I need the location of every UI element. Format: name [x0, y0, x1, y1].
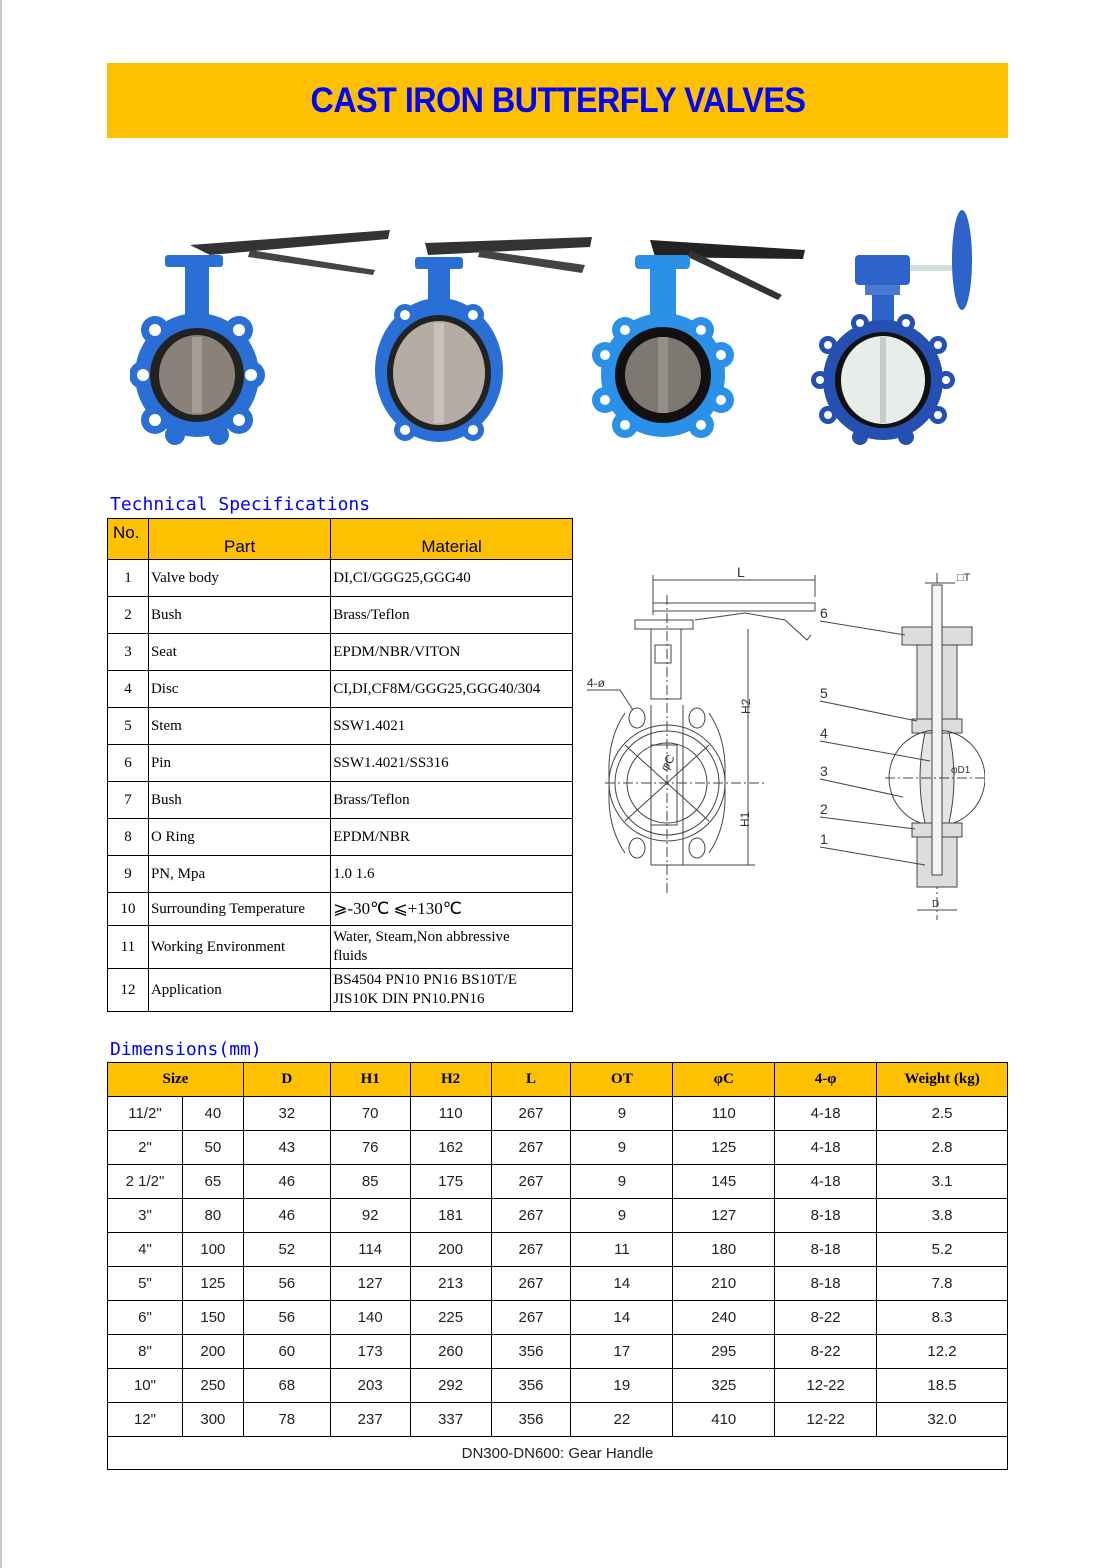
tech-specs-title: Technical Specifications [110, 494, 371, 515]
dimensions-row [108, 1199, 1008, 1233]
tech-specs-table [107, 518, 573, 1012]
dimensions-row [108, 1301, 1008, 1335]
spec-part: Application [148, 969, 330, 1012]
cell-h2: 292 [410, 1369, 491, 1403]
cell-size-dn: 65 [182, 1165, 243, 1199]
cell-weight: 12.2 [877, 1335, 1008, 1369]
cell-h1: 114 [330, 1233, 410, 1267]
cell-size-inch: 2 1/2" [108, 1165, 183, 1199]
cell-ot: 9 [571, 1097, 673, 1131]
cell-phic: 410 [673, 1403, 775, 1437]
cell-size-inch: 12" [108, 1403, 183, 1437]
cell-d: 52 [243, 1233, 330, 1267]
cell-l: 267 [491, 1165, 571, 1199]
spec-row [108, 597, 573, 634]
spec-row [108, 926, 573, 969]
dimensions-title: Dimensions(mm) [110, 1039, 262, 1060]
spec-material: Brass/Teflon [331, 782, 573, 819]
valve-photo-1 [130, 225, 390, 445]
header-ot: OT [571, 1063, 673, 1097]
page-edge [0, 0, 2, 1568]
header-h2: H2 [410, 1063, 491, 1097]
cell-holes: 12-22 [775, 1403, 877, 1437]
spec-no: 10 [108, 893, 149, 926]
cell-holes: 8-18 [775, 1233, 877, 1267]
cell-d: 56 [243, 1301, 330, 1335]
cell-phic: 110 [673, 1097, 775, 1131]
cell-h2: 175 [410, 1165, 491, 1199]
spec-row [108, 745, 573, 782]
spec-material [331, 969, 573, 1012]
cell-size-inch: 8" [108, 1335, 183, 1369]
spec-row [108, 634, 573, 671]
callout-1: 1 [820, 831, 828, 847]
header-size: Size [108, 1063, 244, 1097]
cell-phic: 127 [673, 1199, 775, 1233]
spec-no: 9 [108, 856, 149, 893]
cell-size-inch: 5" [108, 1267, 183, 1301]
cell-holes: 4-18 [775, 1131, 877, 1165]
tech-specs-header-row [108, 519, 573, 560]
spec-no: 11 [108, 926, 149, 969]
spec-material: SSW1.4021/SS316 [331, 745, 573, 782]
cell-weight: 5.2 [877, 1233, 1008, 1267]
cell-l: 267 [491, 1301, 571, 1335]
header-weight: Weight (kg) [877, 1063, 1008, 1097]
header-material: Material [331, 519, 573, 560]
label-D: D [932, 899, 940, 910]
cell-ot: 14 [571, 1267, 673, 1301]
valve-photo-3 [590, 235, 810, 450]
page-title: CAST IRON BUTTERFLY VALVES [310, 80, 805, 120]
dimensions-table [107, 1062, 1008, 1470]
valve-photo-2 [370, 235, 595, 450]
dimensions-row [108, 1403, 1008, 1437]
callout-6: 6 [820, 605, 828, 621]
cell-size-dn: 125 [182, 1267, 243, 1301]
cell-holes: 8-18 [775, 1267, 877, 1301]
label-H2: H2 [739, 698, 753, 714]
spec-material-line: JIS10K DIN PN10.PN16 [333, 991, 485, 1007]
cell-weight: 8.3 [877, 1301, 1008, 1335]
label-holes: 4-ø [587, 676, 605, 690]
cell-d: 46 [243, 1199, 330, 1233]
spec-material-line: fluids [333, 948, 368, 964]
label-OT: □T [957, 572, 971, 584]
spec-material: ⩾-30℃ ⩽+130℃ [331, 893, 573, 926]
callout-3: 3 [820, 763, 828, 779]
cell-h1: 203 [330, 1369, 410, 1403]
spec-part: Surrounding Temperature [148, 893, 330, 926]
cell-ot: 19 [571, 1369, 673, 1403]
cell-size-dn: 100 [182, 1233, 243, 1267]
cell-size-inch: 11/2" [108, 1097, 183, 1131]
spec-material: EPDM/NBR [331, 819, 573, 856]
section-view [820, 572, 985, 920]
cell-d: 68 [243, 1369, 330, 1403]
cell-h1: 140 [330, 1301, 410, 1335]
cell-weight: 3.1 [877, 1165, 1008, 1199]
header-part: Part [148, 519, 330, 560]
cell-phic: 125 [673, 1131, 775, 1165]
cell-l: 267 [491, 1199, 571, 1233]
dimensions-row [108, 1369, 1008, 1403]
cell-h2: 110 [410, 1097, 491, 1131]
cell-holes: 4-18 [775, 1165, 877, 1199]
cell-h1: 85 [330, 1165, 410, 1199]
cell-size-inch: 2" [108, 1131, 183, 1165]
cell-phic: 180 [673, 1233, 775, 1267]
cell-h2: 181 [410, 1199, 491, 1233]
spec-no: 4 [108, 671, 149, 708]
spec-material: 1.0 1.6 [331, 856, 573, 893]
cell-h1: 70 [330, 1097, 410, 1131]
front-view [587, 565, 815, 895]
cell-size-dn: 300 [182, 1403, 243, 1437]
cell-ot: 14 [571, 1301, 673, 1335]
cell-size-dn: 250 [182, 1369, 243, 1403]
callout-2: 2 [820, 801, 828, 817]
spec-row [108, 893, 573, 926]
header-holes: 4-φ [775, 1063, 877, 1097]
cell-h1: 127 [330, 1267, 410, 1301]
dimensions-footer-note: DN300-DN600: Gear Handle [108, 1437, 1008, 1470]
cell-weight: 2.5 [877, 1097, 1008, 1131]
spec-material: DI,CI/GGG25,GGG40 [331, 560, 573, 597]
title-banner [107, 63, 1008, 138]
cell-weight: 7.8 [877, 1267, 1008, 1301]
cell-h2: 337 [410, 1403, 491, 1437]
spec-part: PN, Mpa [148, 856, 330, 893]
cell-l: 356 [491, 1335, 571, 1369]
cell-phic: 295 [673, 1335, 775, 1369]
cell-weight: 32.0 [877, 1403, 1008, 1437]
cell-l: 356 [491, 1403, 571, 1437]
spec-row [108, 856, 573, 893]
cell-l: 267 [491, 1131, 571, 1165]
cell-phic: 145 [673, 1165, 775, 1199]
spec-row [108, 969, 573, 1012]
cell-size-dn: 150 [182, 1301, 243, 1335]
cell-holes: 8-22 [775, 1301, 877, 1335]
cell-h2: 260 [410, 1335, 491, 1369]
cell-ot: 22 [571, 1403, 673, 1437]
dimensions-row [108, 1267, 1008, 1301]
spec-part: Disc [148, 671, 330, 708]
cell-h1: 173 [330, 1335, 410, 1369]
header-d: D [243, 1063, 330, 1097]
spec-material [331, 926, 573, 969]
cell-ot: 11 [571, 1233, 673, 1267]
cell-size-inch: 3" [108, 1199, 183, 1233]
spec-part: Bush [148, 782, 330, 819]
spec-row [108, 708, 573, 745]
spec-part: O Ring [148, 819, 330, 856]
spec-no: 1 [108, 560, 149, 597]
cell-l: 267 [491, 1097, 571, 1131]
spec-no: 6 [108, 745, 149, 782]
cell-d: 56 [243, 1267, 330, 1301]
spec-no: 8 [108, 819, 149, 856]
cell-size-inch: 6" [108, 1301, 183, 1335]
cell-d: 78 [243, 1403, 330, 1437]
cell-d: 43 [243, 1131, 330, 1165]
label-D1: φD1 [951, 765, 971, 776]
spec-part: Pin [148, 745, 330, 782]
cell-h2: 200 [410, 1233, 491, 1267]
cell-h2: 213 [410, 1267, 491, 1301]
cell-l: 356 [491, 1369, 571, 1403]
label-L: L [737, 565, 745, 580]
label-phiC: φC [657, 752, 678, 774]
cell-ot: 17 [571, 1335, 673, 1369]
spec-part: Valve body [148, 560, 330, 597]
cell-ot: 9 [571, 1131, 673, 1165]
cell-l: 267 [491, 1233, 571, 1267]
cell-holes: 8-18 [775, 1199, 877, 1233]
valve-photo-4 [810, 205, 980, 445]
spec-material-line: Water, Steam,Non abbressive [333, 929, 510, 945]
spec-no: 5 [108, 708, 149, 745]
dimensions-row [108, 1165, 1008, 1199]
spec-material: EPDM/NBR/VITON [331, 634, 573, 671]
cell-ot: 9 [571, 1165, 673, 1199]
header-phic: φC [673, 1063, 775, 1097]
cell-holes: 4-18 [775, 1097, 877, 1131]
cell-size-dn: 200 [182, 1335, 243, 1369]
cell-h1: 92 [330, 1199, 410, 1233]
cell-phic: 325 [673, 1369, 775, 1403]
spec-part: Seat [148, 634, 330, 671]
spec-material: Brass/Teflon [331, 597, 573, 634]
cell-h2: 225 [410, 1301, 491, 1335]
spec-material-line: BS4504 PN10 PN16 BS10T/E [333, 972, 518, 988]
cell-phic: 210 [673, 1267, 775, 1301]
cell-size-inch: 10" [108, 1369, 183, 1403]
spec-no: 12 [108, 969, 149, 1012]
dimensions-row [108, 1097, 1008, 1131]
cell-h1: 237 [330, 1403, 410, 1437]
spec-row [108, 560, 573, 597]
spec-row [108, 819, 573, 856]
cell-size-dn: 80 [182, 1199, 243, 1233]
cell-weight: 3.8 [877, 1199, 1008, 1233]
dimensions-row [108, 1335, 1008, 1369]
cell-size-dn: 40 [182, 1097, 243, 1131]
spec-no: 2 [108, 597, 149, 634]
callout-5: 5 [820, 685, 828, 701]
spec-no: 7 [108, 782, 149, 819]
dimensions-row [108, 1131, 1008, 1165]
callout-4: 4 [820, 725, 828, 741]
cell-l: 267 [491, 1267, 571, 1301]
cell-h1: 76 [330, 1131, 410, 1165]
cell-d: 60 [243, 1335, 330, 1369]
cell-h2: 162 [410, 1131, 491, 1165]
spec-no: 3 [108, 634, 149, 671]
cell-phic: 240 [673, 1301, 775, 1335]
cell-d: 46 [243, 1165, 330, 1199]
cell-ot: 9 [571, 1199, 673, 1233]
technical-drawing [585, 565, 985, 925]
dimensions-footer-row [108, 1437, 1008, 1470]
spec-part: Working Environment [148, 926, 330, 969]
header-h1: H1 [330, 1063, 410, 1097]
header-l: L [491, 1063, 571, 1097]
spec-row [108, 671, 573, 708]
spec-part: Stem [148, 708, 330, 745]
spec-material: SSW1.4021 [331, 708, 573, 745]
spec-material: CI,DI,CF8M/GGG25,GGG40/304 [331, 671, 573, 708]
cell-holes: 8-22 [775, 1335, 877, 1369]
dimensions-row [108, 1233, 1008, 1267]
cell-size-inch: 4" [108, 1233, 183, 1267]
spec-part: Bush [148, 597, 330, 634]
cell-size-dn: 50 [182, 1131, 243, 1165]
label-H1: H1 [738, 811, 752, 827]
cell-weight: 18.5 [877, 1369, 1008, 1403]
cell-weight: 2.8 [877, 1131, 1008, 1165]
header-no: No. [108, 519, 149, 560]
spec-row [108, 782, 573, 819]
dimensions-header-row [108, 1063, 1008, 1097]
cell-d: 32 [243, 1097, 330, 1131]
cell-holes: 12-22 [775, 1369, 877, 1403]
